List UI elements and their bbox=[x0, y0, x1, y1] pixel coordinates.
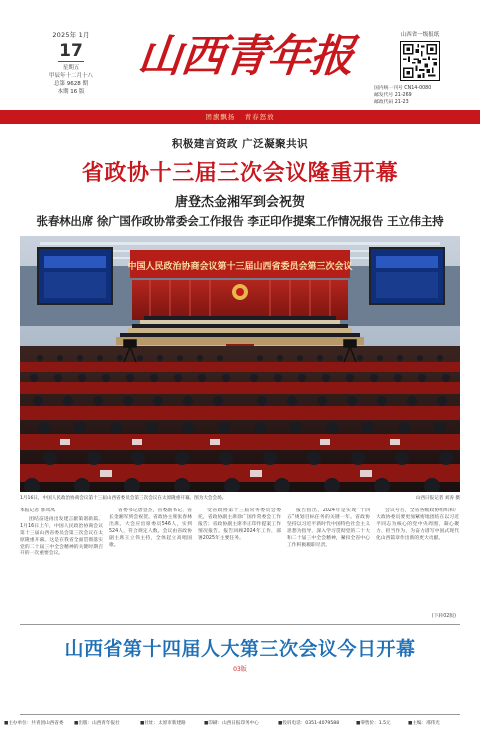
byline: 本报记者 郭凤凤 bbox=[20, 508, 56, 513]
article-column-1 bbox=[20, 508, 103, 618]
edition-count: 本期 16 版 bbox=[57, 89, 85, 95]
kicker-headline: 积极建言资政 广泛凝聚共识 bbox=[171, 138, 309, 150]
masthead bbox=[0, 0, 480, 108]
article-column-5 bbox=[376, 508, 459, 618]
photo-credit: 山西日报记者 刘涛 摄 bbox=[415, 496, 460, 501]
date-block bbox=[32, 30, 110, 96]
footer-item-4: ■印刷：山西日报印务中心 bbox=[204, 721, 259, 726]
article-paragraph-4: 报告指出，2024年是实现“十四五”规划目标任务的关键一年。省政协坚持以习近平新时代中国特色社会主义思想为指导，深入学习贯彻党的二十大和二十届三中全会精神，紧扣全省中心工作积极履职尽责。 bbox=[287, 508, 370, 548]
footer bbox=[0, 718, 480, 730]
article-paragraph-5: 会议号召，全省各级政协组织和广大政协委员要更加紧密地团结在以习近平同志为核心的党中央周围，凝心聚力、担当作为，为奋力谱写中国式现代化山西篇章作出新的更大贡献。 bbox=[376, 508, 459, 541]
article-paragraph-1: 团结奋进再出发建言献策谱新篇。1月16日上午，中国人民政治协商会议第十三届山西省委员会第三次会议在太原隆重开幕。这是在我省全面贯彻落实党的二十届三中全会精神的关键时期召开的一次重要会议。 bbox=[20, 516, 103, 557]
subheadline-2: 张春林出席 徐广国作政协常委会工作报告 李正印作提案工作情况报告 王立伟主持 bbox=[36, 214, 444, 228]
stage-banner: 中国人民政治协商会议第十三届山西省委员会第三次会议 bbox=[127, 262, 353, 272]
article-paragraph-2: 省委书记唐登杰，省委副书记、省长金湘军到会祝贺。省政协主席张春林出席。大会应出席委员546人，实到524人，符合规定人数。会议由省政协副主席王立伟主持，全体起立高唱国歌。 bbox=[109, 508, 192, 548]
slogan-part-2: 青春怒放 bbox=[244, 113, 275, 121]
caption-text: 1月16日，中国人民政治协商会议第十三届山西省委员会第三次会议在太原隆重开幕。图为大会会场。 bbox=[20, 496, 227, 501]
postal-code: 邮发代号 21-269 bbox=[374, 93, 412, 98]
lunar-date: 甲辰年十二月十八 bbox=[48, 73, 93, 79]
issue-total: 总第 9628 期 bbox=[54, 81, 88, 87]
footer-item-6: ■零售价：1.5元 bbox=[356, 721, 391, 726]
qr-block bbox=[370, 30, 470, 106]
secondary-page-ref[interactable]: 03版 bbox=[233, 666, 247, 673]
date-day: 17 bbox=[59, 41, 83, 61]
article-body bbox=[20, 508, 460, 618]
conference-photo bbox=[20, 236, 460, 492]
article-column-2 bbox=[109, 508, 192, 618]
main-headline: 省政协十三届三次会议隆重开幕 bbox=[81, 161, 399, 186]
footer-item-1: ■主办单位：共青团山西省委 bbox=[4, 721, 64, 726]
photo-caption bbox=[20, 494, 460, 504]
postal-code-2: 邮政代码 21-23 bbox=[374, 100, 409, 105]
article-column-4 bbox=[287, 508, 370, 618]
newspaper-logo: 山西青年报 bbox=[135, 31, 356, 82]
weekday: 星期五 bbox=[62, 65, 80, 71]
cn-code: 国内统一刊号 CN14-0080 bbox=[374, 86, 432, 91]
slogan bbox=[0, 110, 480, 124]
section-divider bbox=[20, 624, 460, 625]
footer-item-7: ■主编：邢伟光 bbox=[408, 721, 440, 726]
slogan-part-1: 团旗飘扬 bbox=[205, 113, 236, 121]
footer-divider bbox=[20, 714, 460, 715]
slogan-bar bbox=[0, 110, 480, 124]
qr-title: 山西省一级报纸 bbox=[400, 32, 440, 38]
date-year-month: 2025年 1月 bbox=[52, 31, 90, 39]
subheadline-1: 唐登杰金湘军到会祝贺 bbox=[174, 195, 305, 210]
footer-item-2: ■出版：山西青年报社 bbox=[74, 721, 120, 726]
footer-item-3: ■社址：太原市新建路 bbox=[140, 721, 186, 726]
footer-item-5: ■投诉电话：0351-4079588 bbox=[278, 721, 340, 726]
date-divider bbox=[58, 61, 84, 62]
qr-code-icon bbox=[400, 41, 440, 81]
secondary-headline[interactable]: 山西省第十四届人大第三次会议今日开幕 bbox=[64, 638, 416, 660]
article-paragraph-3: 受省政协第十三届常务委员会委托，省政协副主席徐广国作常委会工作报告；省政协副主席李正印作提案工作情况报告。报告回顾2024年工作，部署2025年主要任务。 bbox=[198, 508, 281, 541]
article-column-3 bbox=[198, 508, 281, 618]
continued-link[interactable]: (下转02版) bbox=[431, 614, 456, 619]
